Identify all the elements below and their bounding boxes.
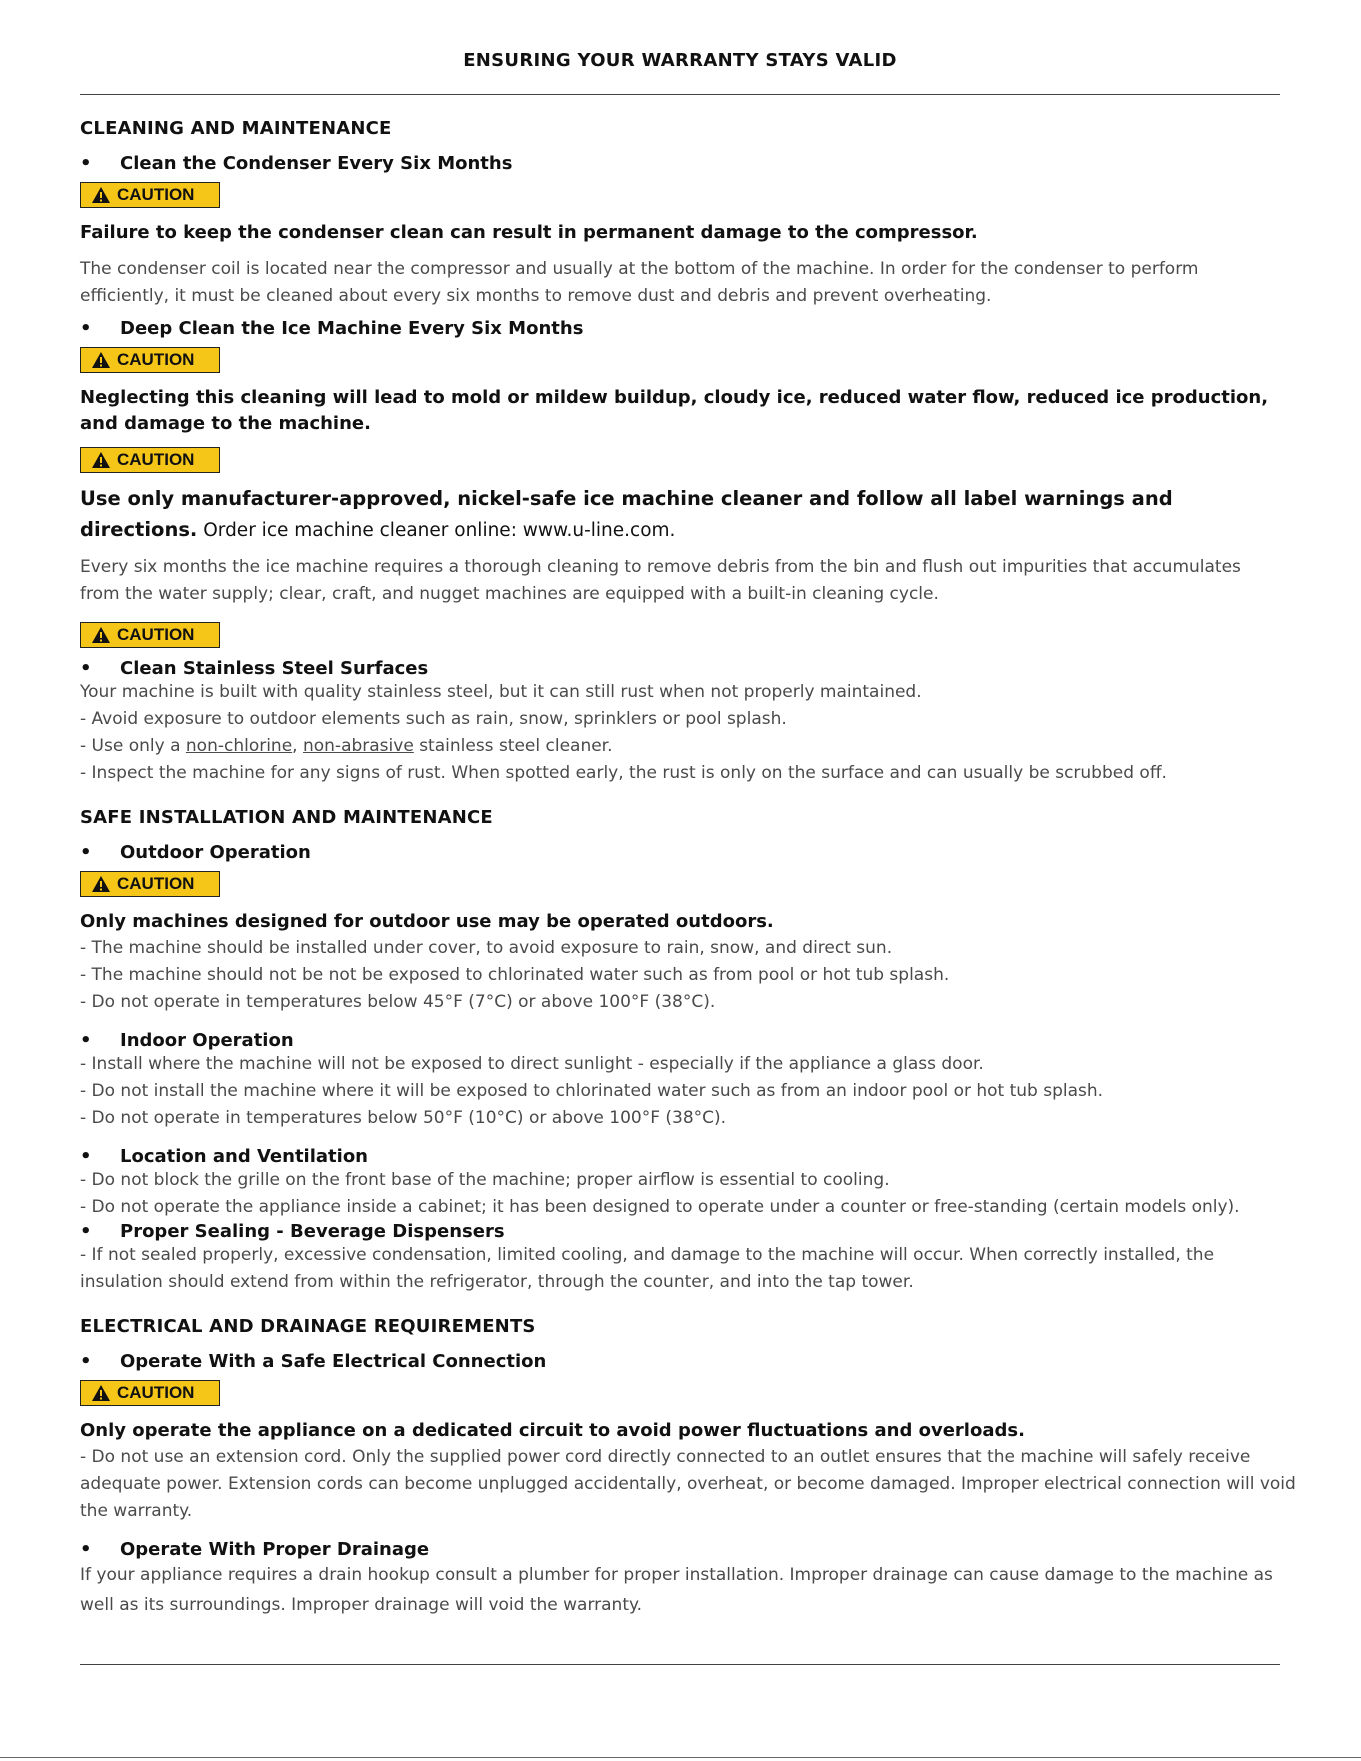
bullet-title: Deep Clean the Ice Machine Every Six Months — [120, 318, 584, 339]
text: , — [292, 736, 303, 756]
caution-badge — [80, 622, 220, 648]
bullet-dot: • — [80, 1221, 92, 1242]
header-divider — [80, 94, 1280, 95]
deep-clean-body: Every six months the ice machine requires a thorough cleaning to remove debris from the bin and flush out impurities that accumulates from the water supply; clear, craft, and nugget machines are equipped with a built-in cleaning cycle. — [80, 557, 1241, 604]
cleaner-warning-bold: Use only manufacturer-approved, nickel-safe ice machine cleaner and follow all label warnings and directions. — [80, 487, 1173, 541]
outdoor-line: - The machine should not be not be exposed to chlorinated water such as from pool or hot tub splash. — [80, 965, 950, 985]
electrical-body: - Do not use an extension cord. Only the supplied power cord directly connected to an outlet ensures that the machine will safely receive adequate power. Extension cords can become unplugged accidentally, overheat, or become damaged. Improper electrical connection will void the warranty. — [80, 1447, 1296, 1521]
sealing-body: - If not sealed properly, excessive condensation, limited cooling, and damage to the machine will occur. When correctly installed, the insulation should extend from within the refrigerator, through the counter, and into the tap tower. — [80, 1245, 1215, 1292]
bullet-title: Clean Stainless Steel Surfaces — [120, 658, 429, 679]
bullet-title: Outdoor Operation — [120, 842, 311, 863]
indoor-line: - Install where the machine will not be exposed to direct sunlight - especially if the appliance a glass door. — [80, 1054, 984, 1074]
page-title: ENSURING YOUR WARRANTY STAYS VALID — [463, 50, 897, 71]
text: stainless steel cleaner. — [413, 736, 613, 756]
bullet-deep-clean — [80, 318, 1310, 339]
bullet-condenser — [80, 153, 1310, 174]
drainage-body: If your appliance requires a drain hookup consult a plumber for proper installation. Improper drainage can cause damage to the machine as well as its surroundings. Improper drainage will void the warranty. — [80, 1565, 1273, 1615]
bullet-dot: • — [80, 842, 92, 863]
non-abrasive-term: non-abrasive — [302, 736, 414, 756]
page-edge-line — [0, 1757, 1361, 1758]
caution-badge — [80, 447, 220, 473]
bullet-dot: • — [80, 318, 92, 339]
section-heading-safe: SAFE INSTALLATION AND MAINTENANCE — [80, 807, 493, 828]
warning-triangle-icon — [91, 451, 111, 469]
text: - Use only a — [80, 736, 186, 756]
condenser-body: The condenser coil is located near the compressor and usually at the bottom of the machine. In order for the condenser to perform efficiently, it must be cleaned about every six months to remove dust and debris and prevent overheating. — [80, 259, 1199, 306]
bullet-dot: • — [80, 1146, 92, 1167]
deep-clean-warning: Neglecting this cleaning will lead to mold or mildew buildup, cloudy ice, reduced water flow, reduced ice production, and damage to the machine. — [80, 387, 1269, 434]
caution-label: CAUTION — [117, 625, 195, 644]
stainless-line: Your machine is built with quality stainless steel, but it can still rust when not properly maintained. — [80, 682, 922, 702]
section-heading-electrical: ELECTRICAL AND DRAINAGE REQUIREMENTS — [80, 1316, 536, 1337]
bullet-title: Indoor Operation — [120, 1030, 294, 1051]
bullet-indoor — [80, 1030, 1310, 1051]
warning-triangle-icon — [91, 626, 111, 644]
caution-badge — [80, 347, 220, 373]
bullet-drainage — [80, 1539, 1310, 1560]
condenser-warning: Failure to keep the condenser clean can result in permanent damage to the compressor. — [80, 222, 978, 243]
warning-triangle-icon — [91, 351, 111, 369]
warning-triangle-icon — [91, 186, 111, 204]
section-heading-cleaning: CLEANING AND MAINTENANCE — [80, 118, 392, 139]
caution-label: CAUTION — [117, 350, 195, 369]
bullet-title: Location and Ventilation — [120, 1146, 369, 1167]
caution-badge — [80, 871, 220, 897]
non-chlorine-term: non-chlorine — [185, 736, 293, 756]
electrical-warning: Only operate the appliance on a dedicated circuit to avoid power fluctuations and overloads. — [80, 1420, 1025, 1441]
bullet-dot: • — [80, 658, 92, 679]
stainless-line: - Inspect the machine for any signs of rust. When spotted early, the rust is only on the surface and can usually be scrubbed off. — [80, 763, 1167, 783]
location-line: - Do not operate the appliance inside a cabinet; it has been designed to operate under a counter or free-standing (certain models only). — [80, 1197, 1240, 1217]
cleaner-order-link-text: Order ice machine cleaner online: www.u-line.com. — [197, 520, 676, 541]
location-line: - Do not block the grille on the front base of the machine; proper airflow is essential to cooling. — [80, 1170, 890, 1190]
bullet-location — [80, 1146, 1310, 1167]
warning-triangle-icon — [91, 1384, 111, 1402]
indoor-line: - Do not operate in temperatures below 50°F (10°C) or above 100°F (38°C). — [80, 1108, 727, 1128]
bullet-electrical — [80, 1351, 1310, 1372]
bullet-stainless — [80, 658, 1310, 679]
bullet-sealing — [80, 1221, 1310, 1242]
outdoor-line: - Do not operate in temperatures below 45°F (7°C) or above 100°F (38°C). — [80, 992, 716, 1012]
outdoor-warning: Only machines designed for outdoor use may be operated outdoors. — [80, 911, 774, 932]
bullet-dot: • — [80, 1351, 92, 1372]
stainless-line — [80, 733, 1310, 760]
indoor-line: - Do not install the machine where it will be exposed to chlorinated water such as from an indoor pool or hot tub splash. — [80, 1081, 1104, 1101]
stainless-line: - Avoid exposure to outdoor elements such as rain, snow, sprinklers or pool splash. — [80, 709, 787, 729]
caution-label: CAUTION — [117, 450, 195, 469]
bullet-title: Clean the Condenser Every Six Months — [120, 153, 513, 174]
caution-label: CAUTION — [117, 874, 195, 893]
document-body — [80, 118, 1310, 1620]
caution-badge — [80, 1380, 220, 1406]
warning-triangle-icon — [91, 875, 111, 893]
bullet-outdoor — [80, 842, 1310, 863]
bullet-title: Operate With a Safe Electrical Connection — [120, 1351, 547, 1372]
bullet-dot: • — [80, 1030, 92, 1051]
bullet-title: Operate With Proper Drainage — [120, 1539, 430, 1560]
bullet-dot: • — [80, 153, 92, 174]
caution-label: CAUTION — [117, 185, 195, 204]
caution-label: CAUTION — [117, 1383, 195, 1402]
cleaner-warning — [80, 483, 1280, 546]
bullet-title: Proper Sealing - Beverage Dispensers — [120, 1221, 505, 1242]
footer-divider — [80, 1664, 1280, 1665]
caution-badge — [80, 182, 220, 208]
bullet-dot: • — [80, 1539, 92, 1560]
outdoor-line: - The machine should be installed under cover, to avoid exposure to rain, snow, and direct sun. — [80, 938, 893, 958]
